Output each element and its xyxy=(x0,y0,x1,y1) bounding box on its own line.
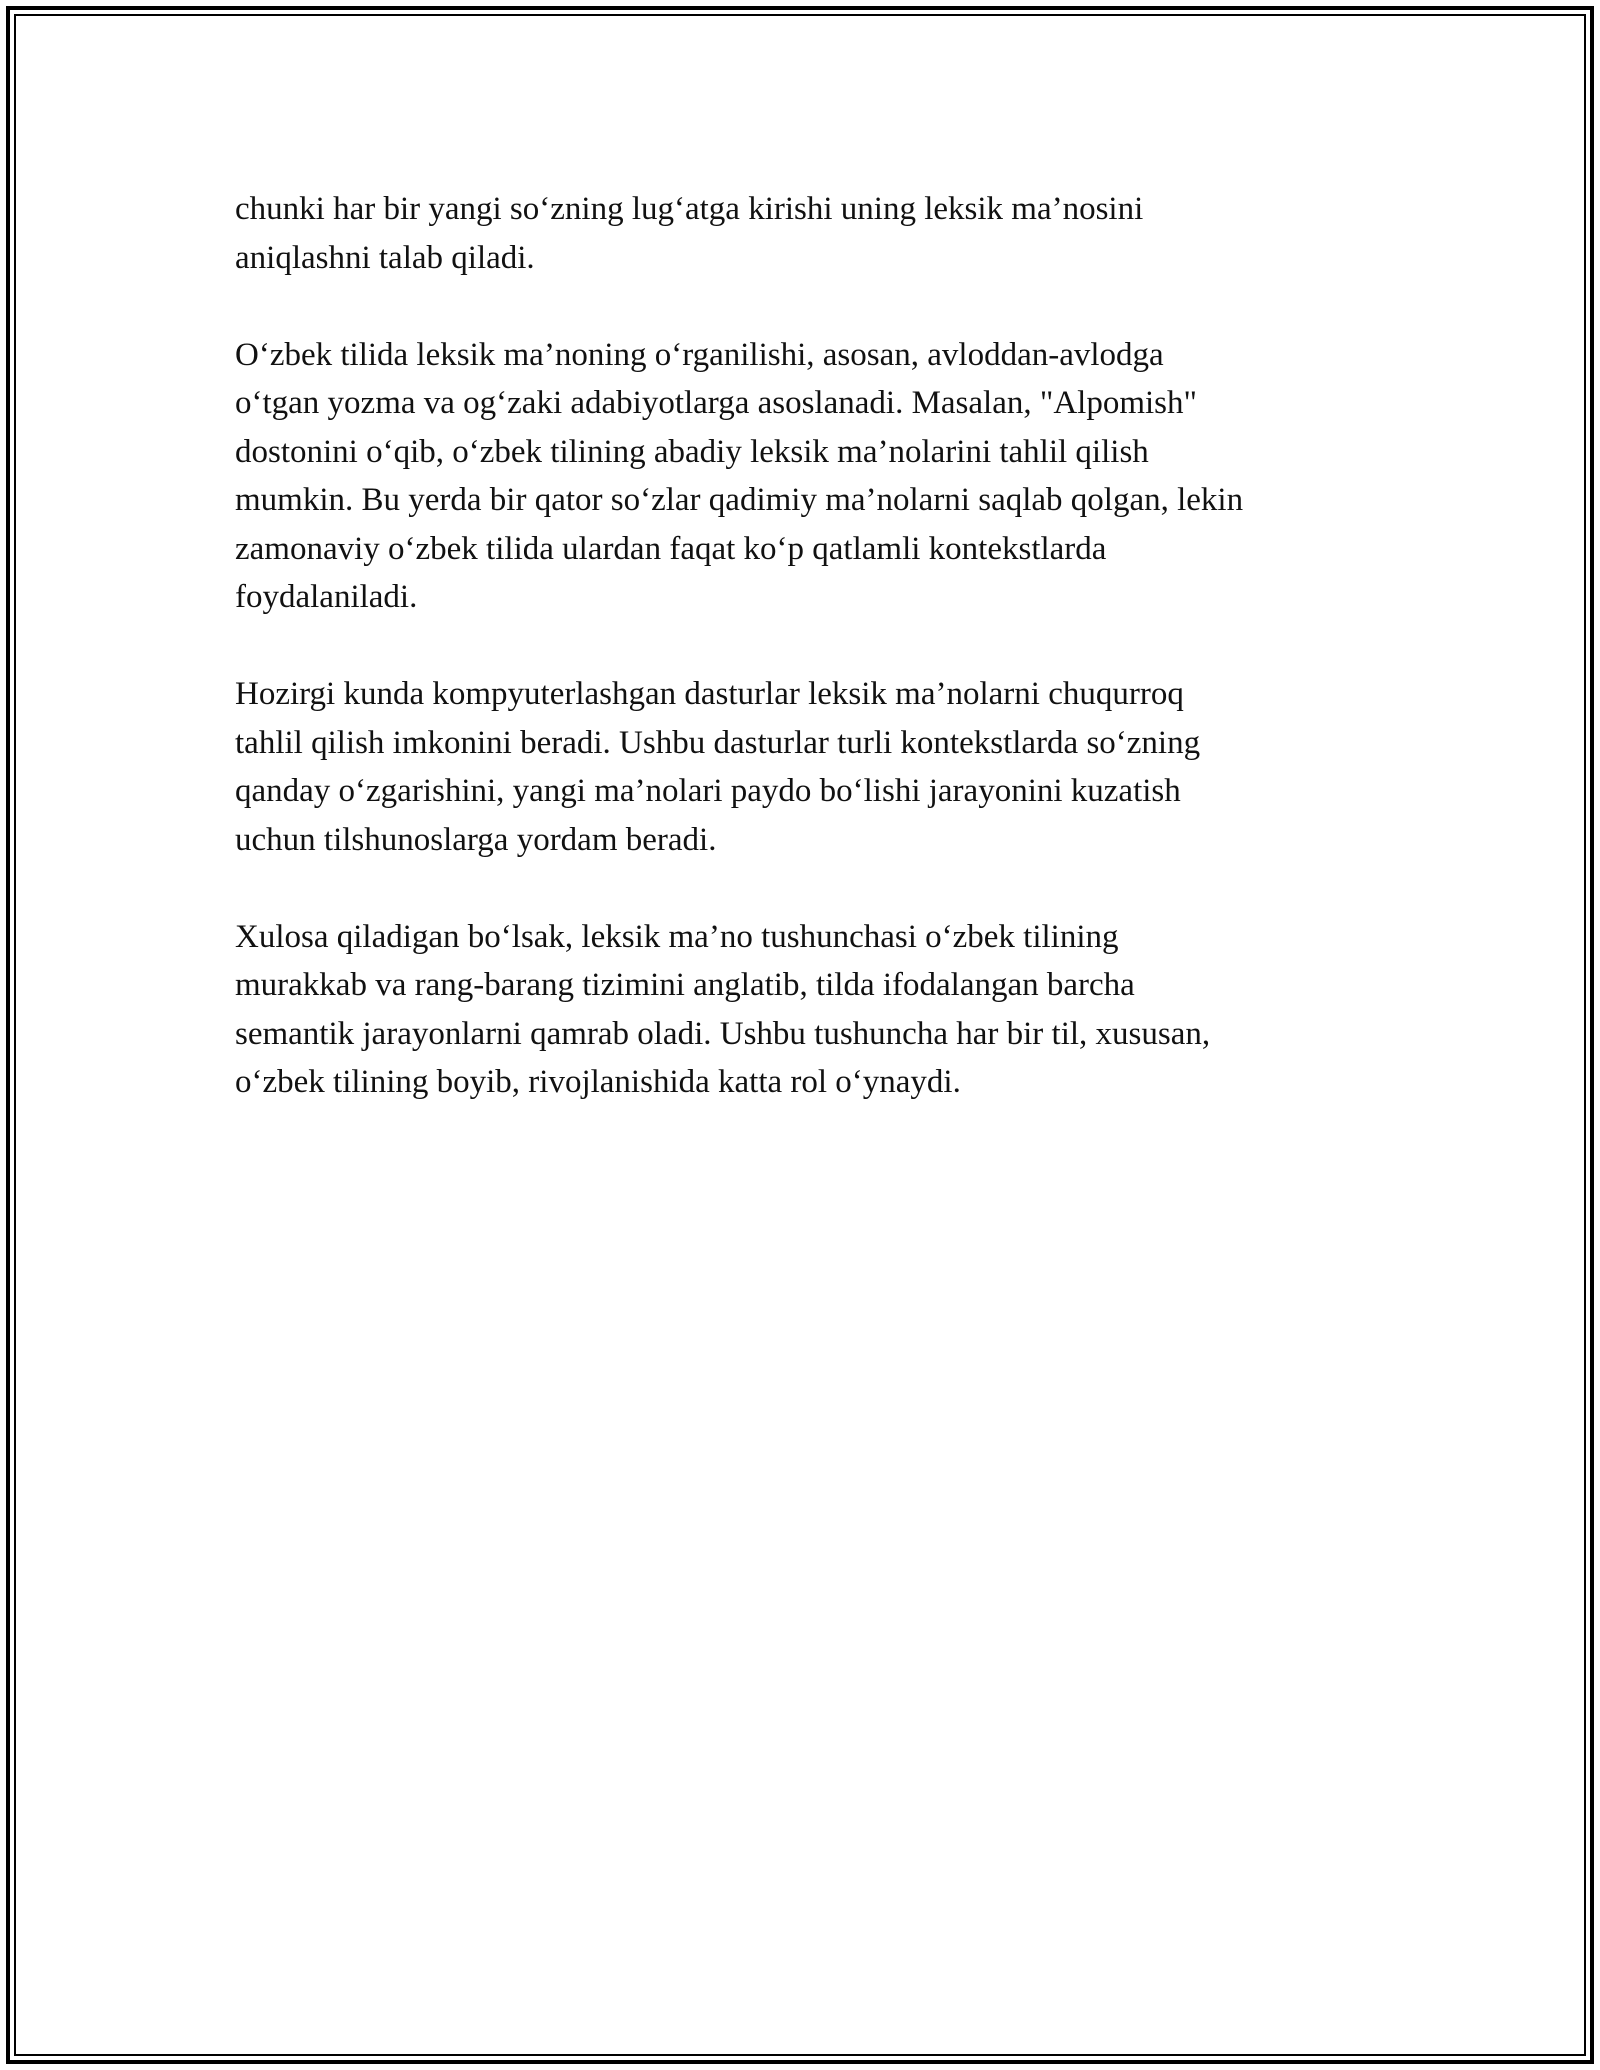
paragraph-3: Hozirgi kunda kompyuterlashgan dasturlar leksik ma’nolarni chuqurroq tahlil qilish imkonini beradi. Ushbu dasturlar turli kontekstlarda so‘zning qanday o‘zgarishini, yangi ma’nolari paydo bo‘lishi jarayonini kuzatish uchun tilshunoslarga yordam beradi. xyxy=(235,676,1201,858)
document-body xyxy=(235,185,1365,1155)
paragraph-2: O‘zbek tilida leksik ma’noning o‘rganilishi, asosan, avloddan-avlodga o‘tgan yozma va og‘zaki adabiyotlarga asoslanadi. Masalan, "Alpomish" dostonini o‘qib, o‘zbek tilining abadiy leksik ma’nolarini tahlil qilish mumkin. Bu yerda bir qator so‘zlar qadimiy ma’nolarni saqlab qolgan, lekin zamonaviy o‘zbek tilida ulardan faqat ko‘p qatlamli kontekstlarda foydalaniladi. xyxy=(235,336,1244,615)
paragraph-1: chunki har bir yangi so‘zning lug‘atga kirishi uning leksik ma’nosini aniqlashni talab qiladi. xyxy=(235,191,1144,276)
paragraph-4: Xulosa qiladigan bo‘lsak, leksik ma’no tushunchasi o‘zbek tilining murakkab va rang-barang tizimini anglatib, tilda ifodalangan barcha semantik jarayonlarni qamrab oladi. Ushbu tushuncha har bir til, xususan, o‘zbek tilining boyib, rivojlanishida katta rol o‘ynaydi. xyxy=(235,918,1211,1100)
